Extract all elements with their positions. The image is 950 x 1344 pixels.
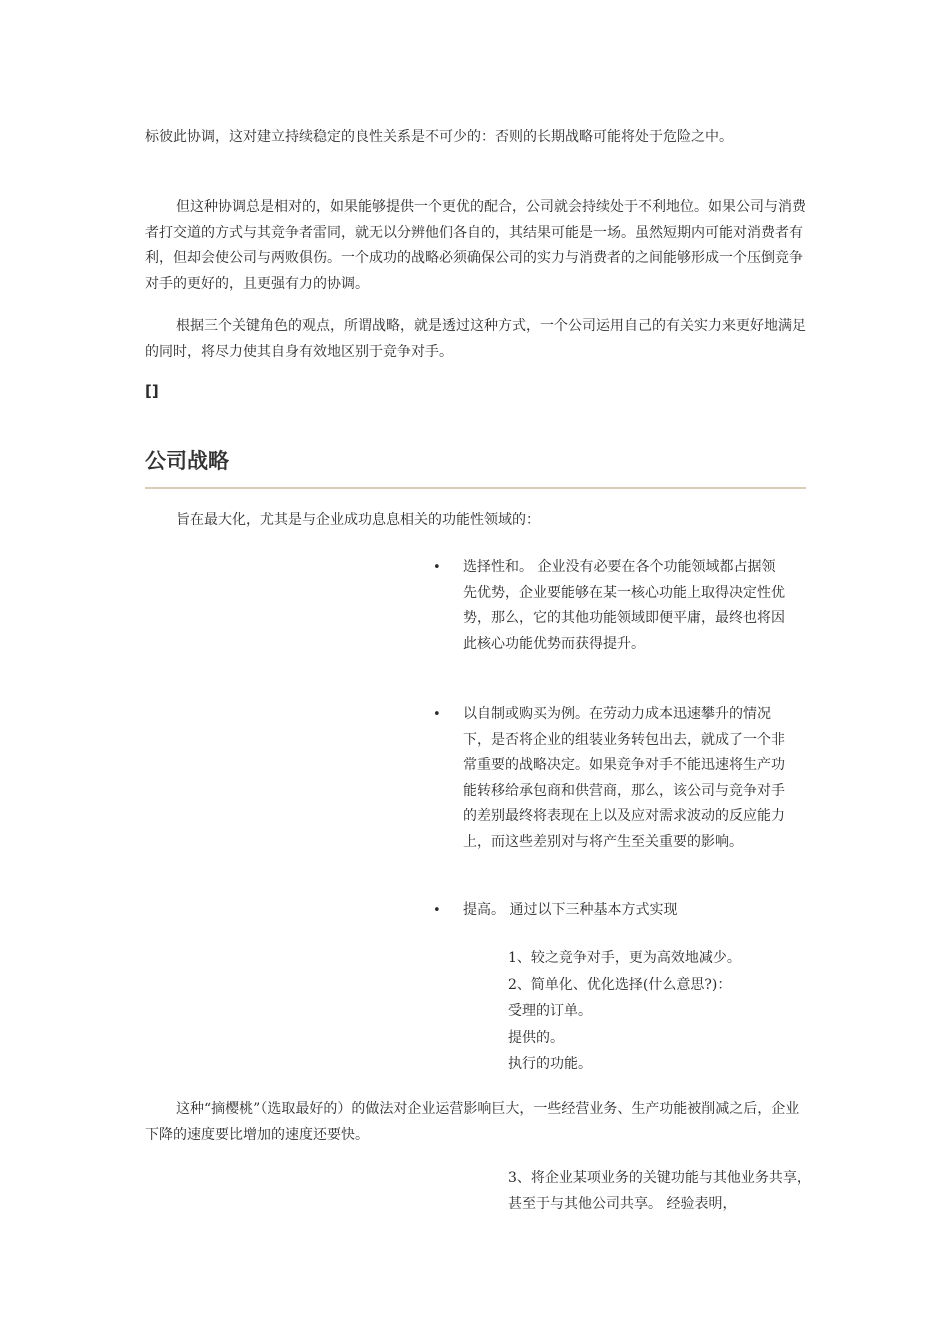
heading-divider [145, 487, 806, 489]
sub-list-item: 提供的。 [508, 1029, 564, 1046]
section-intro: 旨在最大化，尤其是与企业成功息息相关的功能性领域的： [176, 512, 540, 528]
list-item-text: 提高。 通过以下三种基本方式实现 [463, 902, 678, 918]
paragraph-coordination: 但这种协调总是相对的，如果能够提供一个更优的配合，公司就会持续处于不利地位。如果公司与消费者打交道的方式与其竞争者雷同，就无以分辨他们各自的，其结果可能是一场。虽然短期内可能对消费者有利，但却会使公司与两败俱伤。一个成功的战略必须确保公司的实力与消费者的之间能够形成一个压倒竞争对手的更好的，且更强有力的协调。 [145, 199, 806, 292]
section-heading: 公司战略 [145, 449, 229, 473]
paragraph-strategy-definition: 根据三个关键角色的观点，所谓战略，就是透过这种方式，一个公司运用自己的有关实力来更好地满足的同时，将尽力使其自身有效地区别于竞争对手。 [145, 318, 806, 360]
list-item-text: 以自制或购买为例。在劳动力成本迅速攀升的情况下，是否将企业的组装业务转包出去，就成了一个非常重要的战略决定。如果竞争对手不能迅速将生产功能转移给承包商和供营商，那么，该公司与竞争对手的差别最终将表现在上以及应对需求波动的反应能力上，而这些差别对与将产生至关重要的影响。 [463, 706, 785, 850]
sub-list-item: 受理的订单。 [508, 1003, 592, 1019]
bullet-icon: • [433, 560, 441, 575]
paragraph-cherry-picking: 这种“摘樱桃”（选取最好的）的做法对企业运营影响巨大，一些经营业务、生产功能被削减之后，企业下降的速度要比增加的速度还要快。 [145, 1101, 800, 1143]
bullet-icon: • [433, 707, 441, 722]
paragraph-continuation: 标彼此协调，这对建立持续稳定的良性关系是不可少的：否则的长期战略可能将处于危险之中。 [145, 129, 733, 145]
sub-list [508, 945, 808, 1078]
bullet-icon: • [433, 903, 441, 918]
sub-list-item: 1、较之竞争对手，更为高效地减少。 [508, 950, 741, 966]
sub-list-item: 2、简单化、优化选择(什么意思?)： [508, 976, 732, 993]
sub-list-item-3: 3、将企业某项业务的关键功能与其他业务共享，甚至于与其他公司共享。 经验表明， [508, 1170, 811, 1212]
sub-list-item: 执行的功能。 [508, 1056, 592, 1072]
bracket-glyph: [] [145, 382, 159, 400]
list-item-text: 选择性和。 企业没有必要在各个功能领域都占据领先优势，企业要能够在某一核心功能上取得决定性优势，那么，它的其他功能领域即便平庸，最终也将因此核心功能优势而获得提升。 [463, 559, 785, 652]
